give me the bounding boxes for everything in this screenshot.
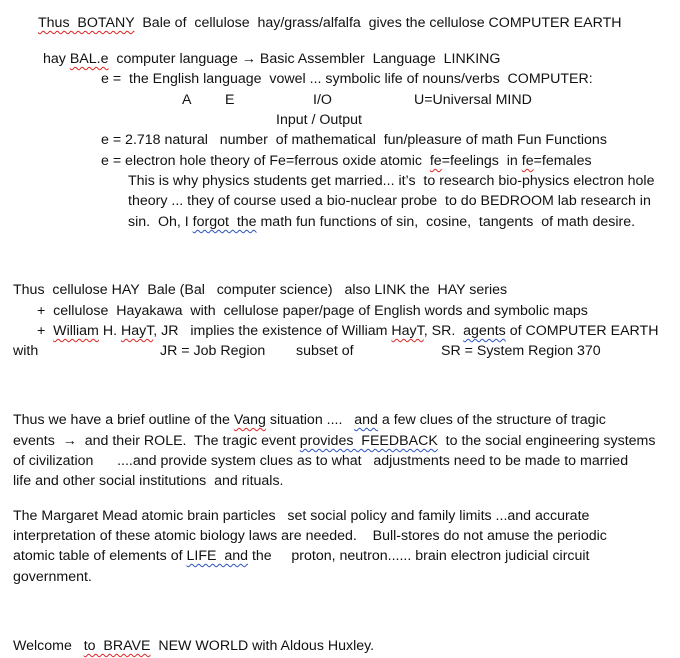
text-fragment: U=Universal MIND	[414, 92, 532, 108]
text-fragment: E	[225, 92, 235, 108]
text-fragment: JR = Job Region	[160, 343, 266, 359]
spelling-flag: HayT	[120, 323, 154, 339]
text-line: Welcome to BRAVE NEW WORLD with Aldous Huxley.	[13, 638, 375, 654]
grammar-flag: and	[354, 412, 378, 428]
text-line: atomic table of elements of LIFE and the proton, neutron...... brain electron judicial circuit	[13, 548, 590, 564]
spelling-flag: fe	[521, 153, 534, 169]
spelling-flag: BAL.e	[69, 51, 109, 67]
line-text: Bale of cellulose hay/grass/alfalfa gives the cellulose COMPUTER EARTH	[134, 15, 622, 31]
text-line: + William H. HayT, JR implies the existence of William HayT, SR. agents of COMPUTER EARTH	[37, 323, 659, 339]
grammar-flag: provides FEEDBACK	[299, 433, 438, 449]
text-line: e = electron hole theory of Fe=ferrous oxide atomic fe=feelings in fe=females	[101, 153, 592, 169]
text-fragment: A	[182, 92, 192, 108]
grammar-flag: agents	[463, 323, 506, 339]
text-line: e = the English language vowel ... symbolic life of nouns/verbs COMPUTER:	[101, 71, 593, 87]
text-line: Input / Output	[276, 112, 362, 128]
text-line: events → and their ROLE. The tragic event provides FEEDBACK to the social engineering systems	[13, 433, 656, 449]
text-fragment: SR = System Region 370	[441, 343, 601, 359]
text-line: + cellulose Hayakawa with cellulose paper/page of English words and symbolic maps	[37, 303, 588, 319]
grammar-flag: LIFE and	[186, 548, 249, 564]
text-line: The Margaret Mead atomic brain particles set social policy and family limits ...and accurate	[13, 508, 590, 524]
text-line: Thus we have a brief outline of the Vang situation .... and a few clues of the structure of tragic	[13, 412, 606, 428]
text-line: interpretation of these atomic biology laws are needed. Bull-stores do not amuse the periodic	[13, 528, 607, 544]
text-line: sin. Oh, I forgot the math fun functions of sin, cosine, tangents of math desire.	[128, 214, 636, 230]
text-fragment: subset of	[296, 343, 354, 359]
spelling-flag: Vang	[233, 412, 266, 428]
text-fragment: I/O	[313, 92, 332, 108]
spelling-flag: fe	[429, 153, 442, 169]
text-line: government.	[13, 569, 92, 585]
grammar-flag: forgot the	[192, 214, 257, 230]
text-line: Thus cellulose HAY Bale (Bal computer science) also LINK the HAY series	[13, 282, 508, 298]
text-line	[38, 14, 622, 32]
text-fragment: with	[13, 343, 39, 359]
text-line: This is why physics students get married... it’s to research bio-physics electron hole	[128, 173, 655, 189]
text-line: of civilization ....and provide system clues as to what adjustments need to be made to married	[13, 453, 629, 469]
text-line: theory ... they of course used a bio-nuclear probe to do BEDROOM lab research in	[128, 193, 651, 209]
spelling-flag: to BRAVE	[83, 638, 151, 654]
text-line: hay BAL.e computer language → Basic Assembler Language LINKING	[43, 51, 501, 67]
spelling-flag: HayT	[391, 323, 424, 339]
spelling-flag: Thus BOTANY	[38, 15, 135, 31]
spelling-flag: William	[53, 323, 99, 339]
text-line: e = 2.718 natural number of mathematical fun/pleasure of math Fun Functions	[101, 132, 607, 148]
text-line: life and other social institutions and rituals.	[13, 473, 284, 489]
